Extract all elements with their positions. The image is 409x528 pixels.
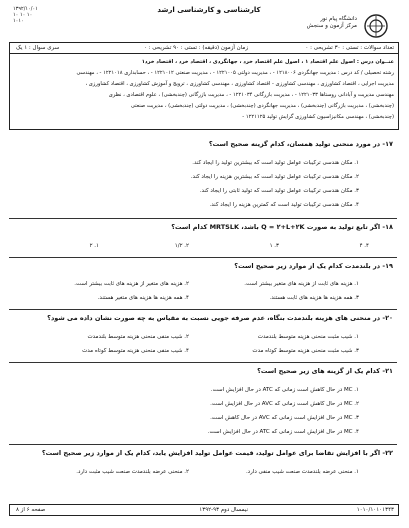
exam-info-row — [10, 43, 398, 54]
question-text: ۱۹- در بلندمدت کدام یک از موارد زیر صحیح است؟ — [234, 262, 393, 270]
question-option[interactable]: ۴. MC در حال افزایش است زمانی که ATC در حال افزایش است. — [207, 429, 359, 435]
question-21 — [15, 367, 393, 375]
exam-title: کارشناسی و کارشناسی ارشد — [157, 6, 261, 14]
question-option[interactable]: ۳. شیب مثبت منحنی هزینه متوسط کوتاه مدت — [252, 348, 359, 354]
question-option[interactable]: ۱. منحنی عرضه بلندمدت صنعت شیب منفی دارد. — [245, 469, 359, 475]
question-17 — [15, 140, 393, 148]
course-title: عنــوان درس : اصول علم اقتصاد ۱ ، اصول علم اقتصاد خرد ، جهانگردی ، اقتصاد خرد ، اقتصاد خرد۱ — [141, 59, 394, 65]
question-option[interactable]: ۲. MC در حال کاهش است زمانی که AVC در حال افزایش است. — [210, 401, 359, 407]
header-code-line: ۱۰۱۰ — [13, 18, 24, 24]
university-name-line2: مرکز آزمون و سنجش — [306, 23, 357, 29]
course-field-line: رشته تحصیلی / کد درس : مدیریت جهانگردی ۱۲۱۸۰۰۶ - ، مدیریت دولتی ۱۲۲۱۰۰۵ - ، مدیریت صنعتی ۱۲۲۱۰۱۲ - ، حسابداری ۱۲۲۱۰۱۸ - ، مهندسی — [76, 70, 394, 76]
question-option[interactable]: ۲. ۱/۲ — [174, 243, 189, 249]
question-divider — [9, 444, 397, 445]
course-field-line: مهندسی مدیریت و آبادانی روستاها ۱۲۲۱۰۳۳ - ، مدیریت بازرگانی ۱۲۲۱۰۳۴ - ، مدیریت بازرگانی (چندبخشی) ، علوم اقتصادی ، نظری — [108, 92, 394, 98]
course-info — [14, 57, 394, 123]
question-option[interactable]: ۲. هزینه های متغیر از هزینه های ثابت بیشتر است. — [74, 281, 189, 287]
question-text: ۱۸- اگر تابع تولید به صورت Q = ۲+L+۲K باشد، MRTSLK کدام است؟ — [171, 223, 393, 231]
exam-time: زمان آزمون (دقیقه) : تستی : ۹۰ تشریحی : ۰ — [143, 45, 248, 51]
question-option[interactable]: ۴. مکان هندسی ترکیبات تولید است که کمترین هزینه را ایجاد کند. — [209, 202, 359, 208]
header-codes — [13, 6, 38, 24]
university-name — [307, 16, 357, 30]
question-option[interactable]: ۳. همه هزینه ها هزینه های ثابت هستند. — [269, 295, 359, 301]
question-option[interactable]: ۳. MC در حال افزایش است زمانی که AVC در حال کاهش است. — [210, 415, 359, 421]
question-text: ۲۰- در منحنی های هزینه بلندمدت بنگاه، عدم صرفه جویی نسبت به مقیاس به چه صورت نشان داده می شود؟ — [47, 314, 393, 322]
header-code-line: ۱۳۹۲/۱۰/۰۱ — [13, 6, 38, 12]
footer-semester: نیمسال دوم ۹۳-۱۳۹۲ — [199, 507, 248, 513]
questions-count: تعداد سوالات : تستی : ۳۰ تشریحی : ۰ — [305, 45, 394, 51]
question-option[interactable]: ۲. منحنی عرضه بلندمدت صنعت شیب مثبت دارد. — [76, 469, 189, 475]
course-field-line: (چندبخشی) ، مدیریت بازرگانی (چندبخشی) ، مدیریت جهانگردی (چندبخشی) ، مدیریت دولتی (چندبخشی) ، مدیریت صنعتی — [130, 103, 394, 109]
question-divider — [9, 218, 397, 219]
question-19 — [15, 262, 393, 270]
page-number: صفحه ۶ از ۸ — [16, 507, 46, 513]
question-22 — [15, 449, 393, 457]
question-option[interactable]: ۳. مکان هندسی ترکیبات عوامل تولید است که تولید ثابتی را ایجاد کند. — [199, 188, 359, 194]
page-footer — [9, 504, 399, 516]
question-option[interactable]: ۱. شیب مثبت منحنی هزینه متوسط بلندمدت — [257, 334, 359, 340]
question-option[interactable]: ۴. ۴ — [359, 243, 369, 249]
course-field-line: مدیریت اجرایی ، اقتصاد کشاورزی ، مهندسی کشاورزی - اقتصاد کشاورزی ، مهندسی کشاورزی ، ترویج و آموزش کشاورزی ، اقتصاد کشاورزی ، — [85, 81, 394, 87]
question-series: سری سوال : ۱ یک — [16, 45, 60, 51]
question-option[interactable]: ۲. شیب منفی منحنی هزینه متوسط بلندمدت — [87, 334, 189, 340]
question-option[interactable]: ۱. هزینه های ثابت از هزینه های متغیر بیشتر است. — [244, 281, 359, 287]
question-option[interactable]: ۱. ۲ — [89, 243, 99, 249]
question-18 — [15, 223, 393, 231]
question-option[interactable]: ۳. ۱ — [269, 243, 279, 249]
question-divider — [9, 257, 397, 258]
question-divider — [9, 309, 397, 310]
exam-sheet — [9, 0, 399, 528]
header-code-line: ۱۰ ۱۰ ۱۰ — [13, 12, 33, 18]
question-option[interactable]: ۱. MC در حال کاهش است زمانی که ATC در حال افزایش است. — [210, 387, 359, 393]
question-text: ۲۱- کدام یک از گزینه های زیر صحیح است؟ — [257, 367, 393, 375]
university-name-line1: دانشگاه پیام نور — [320, 16, 357, 22]
question-text: ۱۷- در مورد منحنی تولید همسان، کدام گزینه صحیح است؟ — [208, 140, 393, 148]
question-option[interactable]: ۴. همه هزینه ها هزینه های متغیر هستند. — [97, 295, 189, 301]
question-option[interactable]: ۲. مکان هندسی ترکیبات عوامل تولید است که بیشترین هزینه را ایجاد کند. — [190, 174, 359, 180]
question-divider — [9, 362, 397, 363]
course-field-line: (چندبخشی) ، مهندسی مکانیزاسیون کشاورزی گرایش تولید ۱۲۲۱۱۲۵ - — [242, 114, 394, 120]
question-text: ۲۲- اگر با افزایش تقاضا برای عوامل تولید، قیمت عوامل تولید افزایش یابد، کدام یک از موارد زیر صحیح است؟ — [41, 449, 393, 457]
question-option[interactable]: ۱. مکان هندسی ترکیبات عوامل تولید است که بیشترین تولید را ایجاد کند. — [192, 160, 359, 166]
exam-info-box — [9, 42, 399, 130]
question-20 — [15, 314, 393, 322]
university-logo-icon — [359, 12, 393, 40]
footer-code: ۱۰۱۰/۱۰۱۰۱۳۴۳ — [356, 507, 394, 513]
question-option[interactable]: ۴. شیب منفی منحنی هزینه متوسط کوتاه مدت — [82, 348, 189, 354]
